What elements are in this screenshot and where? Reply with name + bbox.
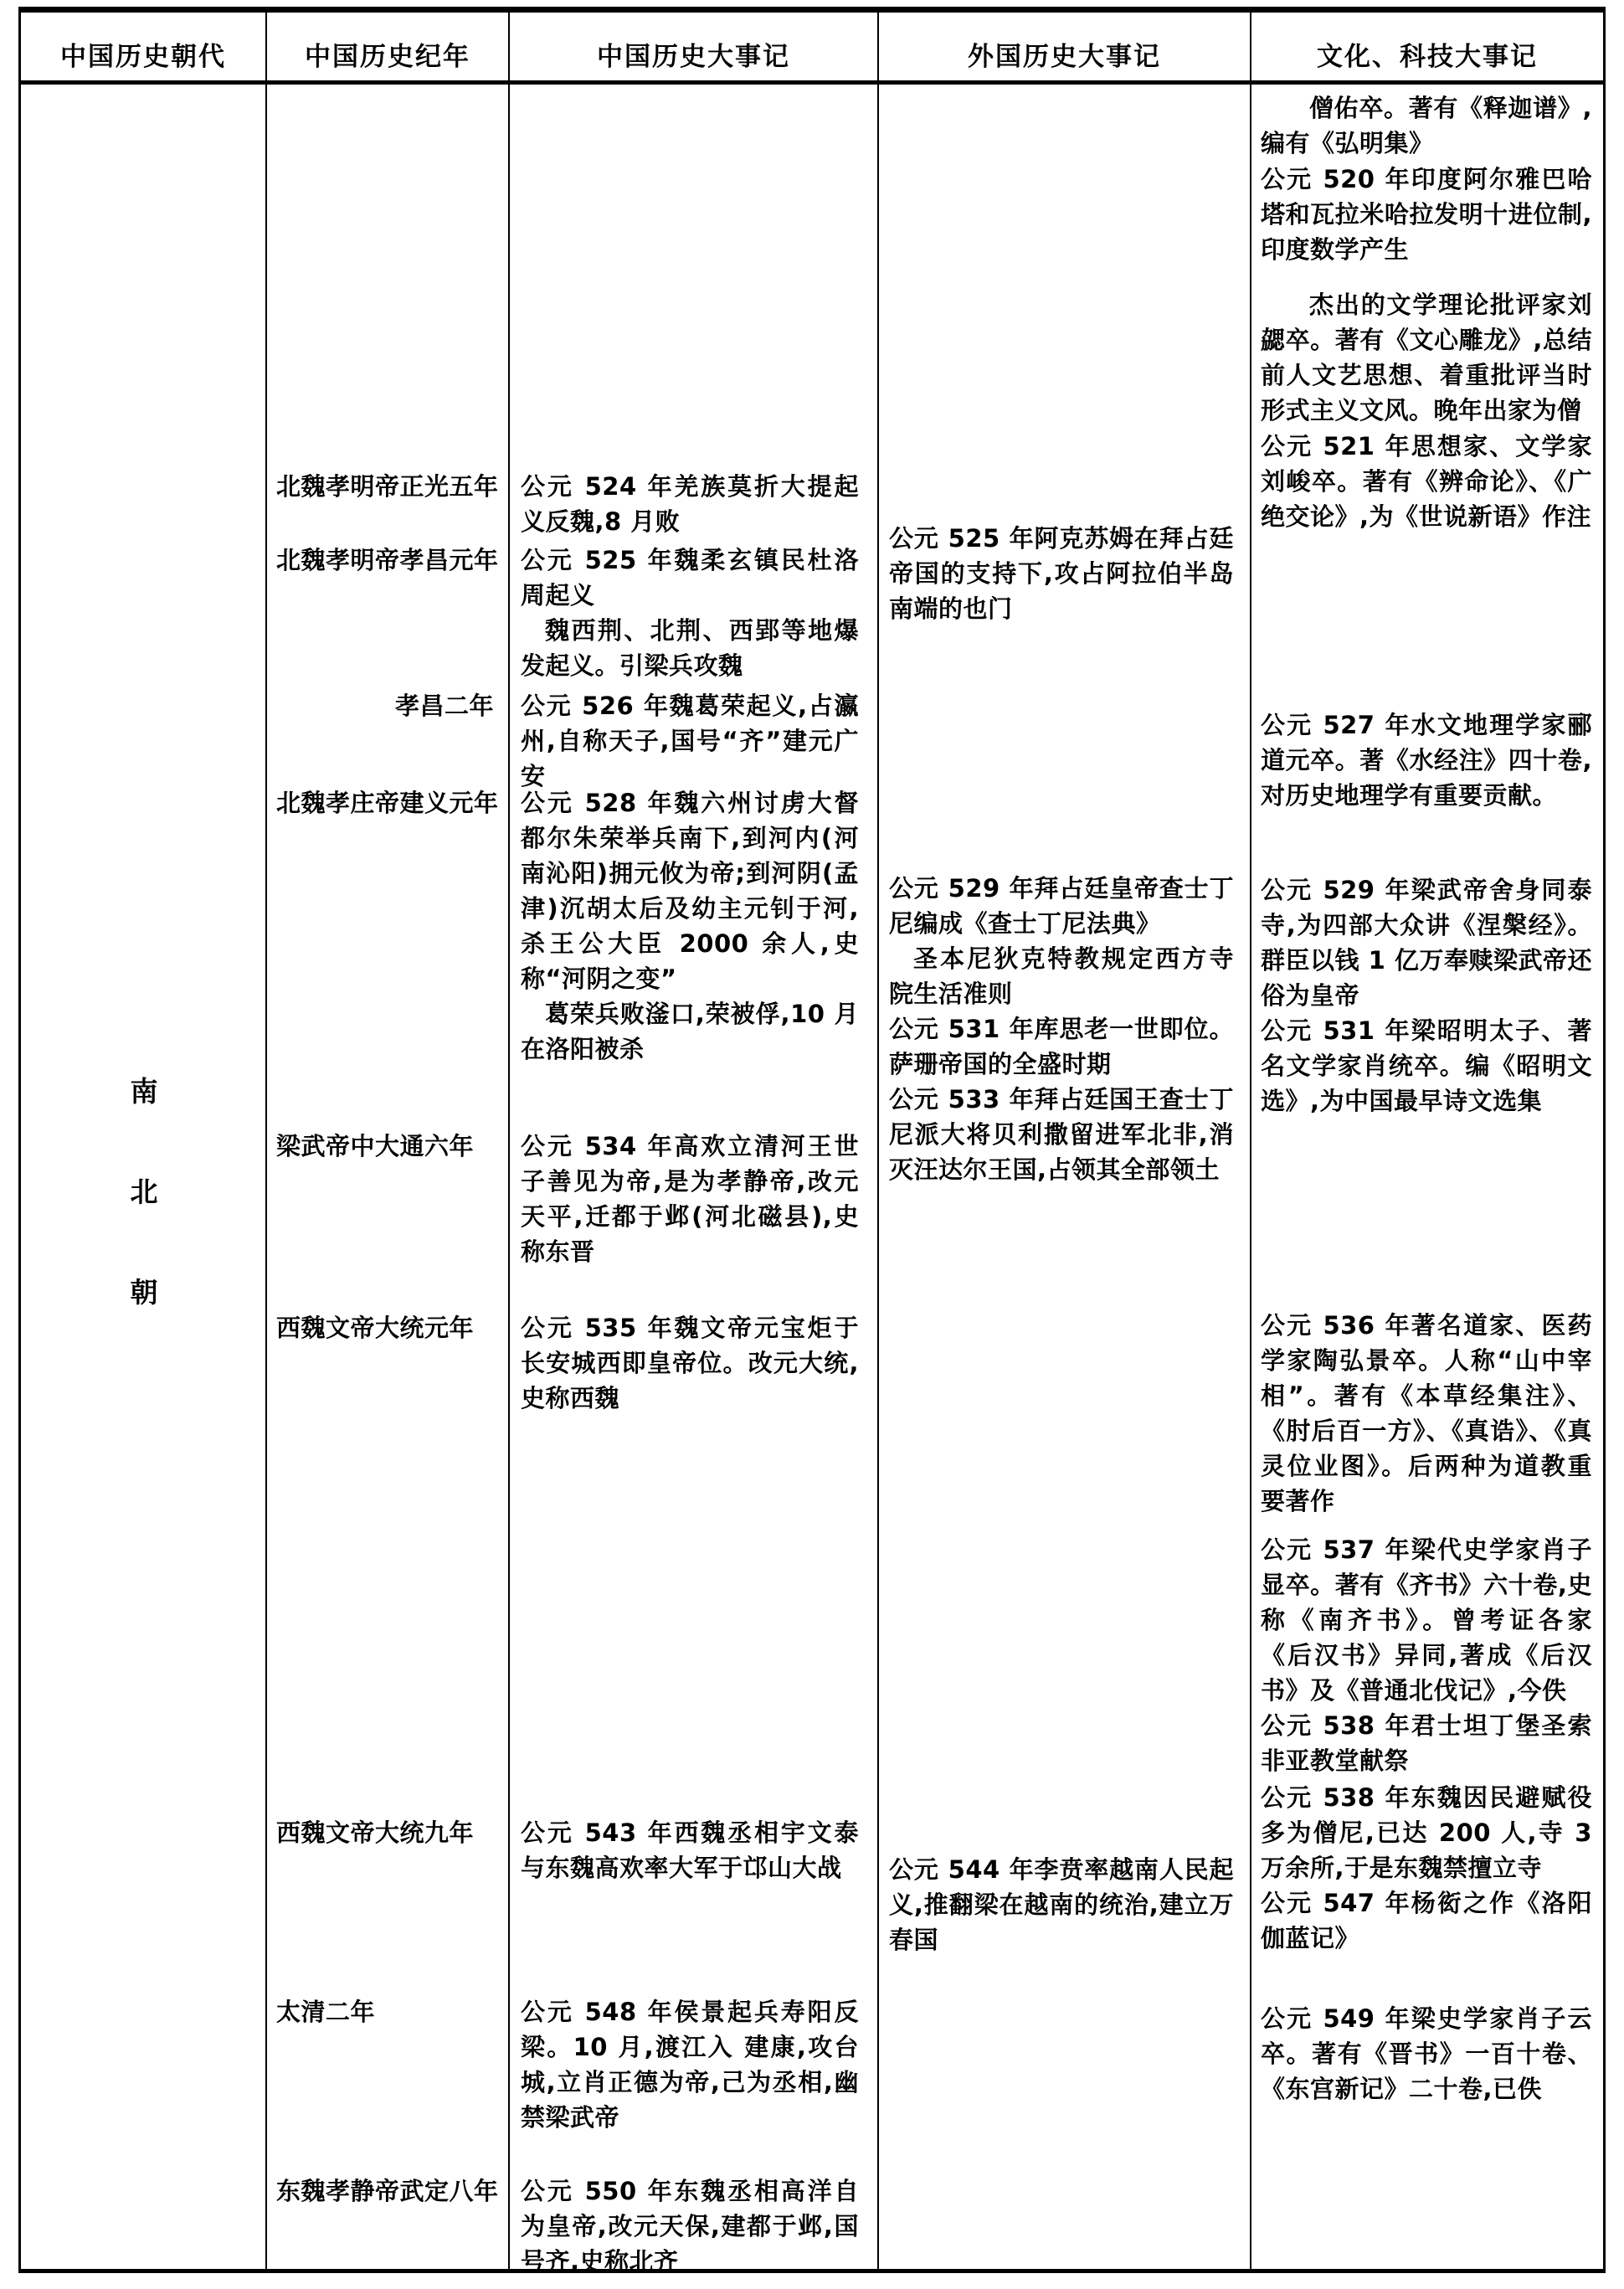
china-event-550 (521, 2173, 859, 2279)
column-divider-4 (1250, 7, 1251, 2273)
event-paragraph: 公元 528 年魏六州讨虏大督都尔朱荣举兵南下,到河内(河南沁阳)拥元攸为帝;到河阴(孟津)沉胡太后及幼主元钊于河,杀王公大臣 2000 余人,史称“河阴之变” (521, 789, 859, 993)
event-paragraph: 公元 533 年拜占廷国王查士丁尼派大将贝利撒留进军北非,消灭汪达尔王国,占领其全部领土 (889, 1085, 1234, 1184)
foreign-event-529-533 (889, 871, 1234, 1187)
era-label: 北魏孝明帝正光五年 (276, 472, 499, 501)
event-paragraph: 公元 536 年著名道家、医药学家陶弘景卒。人称“山中宰相”。著有《本草经集注》、《肘后百一方》、《真诰》、《真灵位业图》。后两种为道教重要著作 (1261, 1311, 1592, 1515)
event-paragraph: 公元 524 年羌族莫折大提起义反魏,8 月败 (521, 472, 859, 536)
culture-event-536 (1261, 1308, 1592, 1519)
header-cell-culture-events: 文化、科技大事记 (1317, 41, 1538, 72)
event-paragraph: 公元 526 年魏葛荣起义,占瀛州,自称天子,国号“齐”建元广安 (521, 692, 859, 790)
culture-event-549 (1261, 2001, 1592, 2106)
culture-event-liuxie (1261, 287, 1592, 428)
event-paragraph: 公元 549 年梁史学家肖子云卒。著有《晋书》一百十卷、《东宫新记》二十卷,已佚 (1261, 2004, 1592, 2103)
header-separator-line (18, 80, 1606, 85)
foreign-event-525 (889, 521, 1234, 626)
event-paragraph: 公元 534 年高欢立清河王世子善见为帝,是为孝静帝,改元天平,迁都于邺(河北磁县),史称东晋 (521, 1132, 859, 1266)
china-event-534 (521, 1129, 859, 1269)
table-top-border (18, 7, 1606, 13)
era-label: 西魏文帝大统九年 (276, 1818, 475, 1847)
culture-event-529-531 (1261, 872, 1592, 1119)
event-paragraph: 公元 527 年水文地理学家郦道元卒。著《水经注》四十卷,对历史地理学有重要贡献。 (1261, 711, 1592, 810)
event-paragraph: 公元 538 年东魏因民避赋役多为僧尼,已达 200 人,寺 3 万余所,于是东魏禁擅立寺 (1261, 1783, 1592, 1882)
column-divider-1 (265, 7, 267, 2273)
event-paragraph: 公元 521 年思想家、文学家刘峻卒。著有《辨命论》、《广绝交论》,为《世说新语》作注 (1261, 432, 1592, 531)
dynasty-char-nan: 南 (130, 1075, 158, 1108)
dynasty-char-chao: 朝 (130, 1276, 158, 1309)
foreign-event-544 (889, 1852, 1234, 1957)
era-label: 梁武帝中大通六年 (276, 1132, 475, 1160)
event-paragraph: 公元 531 年库思老一世即位。萨珊帝国的全盛时期 (889, 1015, 1234, 1078)
event-paragraph: 圣本尼狄克特教规定西方寺院生活准则 (889, 944, 1234, 1008)
event-paragraph: 公元 529 年拜占廷皇帝查士丁尼编成《查士丁尼法典》 (889, 874, 1234, 938)
era-label: 西魏文帝大统元年 (276, 1314, 475, 1342)
china-event-524 (521, 469, 859, 539)
era-label: 太清二年 (276, 1998, 376, 2026)
event-paragraph: 魏西荆、北荆、西郢等地爆发起义。引梁兵攻魏 (521, 616, 859, 680)
era-entry (276, 1815, 501, 1850)
china-event-535 (521, 1310, 859, 1416)
event-paragraph: 公元 544 年李贲率越南人民起义,推翻梁在越南的统治,建立万春国 (889, 1855, 1234, 1954)
china-event-548 (521, 1994, 859, 2135)
era-label: 北魏孝明帝孝昌元年 (276, 546, 499, 574)
culture-event-537-538 (1261, 1532, 1592, 1778)
era-label: 北魏孝庄帝建义元年 (276, 789, 499, 817)
culture-event-520 (1261, 162, 1592, 267)
china-event-543 (521, 1815, 859, 1885)
table-right-border (1603, 7, 1606, 2273)
era-entry (276, 785, 501, 820)
dynasty-char-bei: 北 (130, 1175, 158, 1208)
event-paragraph: 僧佑卒。著有《释迦谱》,编有《弘明集》 (1261, 94, 1592, 157)
event-paragraph: 公元 543 年西魏丞相宇文泰与东魏高欢率大军于邙山大战 (521, 1818, 859, 1882)
china-event-528 (521, 785, 859, 1067)
era-entry (276, 2173, 501, 2209)
china-event-526 (521, 688, 859, 794)
era-label: 东魏孝静帝武定八年 (276, 2177, 499, 2205)
header-cell-era: 中国历史纪年 (305, 41, 470, 72)
event-paragraph: 公元 550 年东魏丞相高洋自为皇帝,改元天保,建都于邺,国号齐,史称北齐 (521, 2177, 859, 2276)
era-entry (276, 469, 501, 504)
event-paragraph: 公元 529 年梁武帝舍身同泰寺,为四部大众讲《涅槃经》。群臣以钱 1 亿万奉赎梁武帝还俗为皇帝 (1261, 876, 1592, 1010)
event-paragraph: 公元 525 年魏柔玄镇民杜洛周起义 (521, 546, 859, 610)
era-entry (276, 1310, 501, 1345)
era-entry (276, 543, 501, 578)
event-paragraph: 公元 547 年杨衒之作《洛阳伽蓝记》 (1261, 1889, 1592, 1952)
event-paragraph: 公元 520 年印度阿尔雅巴哈塔和瓦拉米哈拉发明十进位制,印度数学产生 (1261, 165, 1592, 264)
culture-event-538-547 (1261, 1780, 1592, 1956)
column-divider-3 (877, 7, 879, 2273)
event-paragraph: 公元 531 年梁昭明太子、著名文学家肖统卒。编《昭明文选》,为中国最早诗文选集 (1261, 1016, 1592, 1115)
era-entry (276, 688, 494, 723)
culture-event-527 (1261, 707, 1592, 813)
culture-event-sengyou (1261, 90, 1592, 161)
event-paragraph: 杰出的文学理论批评家刘勰卒。著有《文心雕龙》,总结前人文艺思想、着重批评当时形式主义文风。晚年出家为僧 (1261, 291, 1592, 424)
china-event-525 (521, 543, 859, 683)
event-paragraph: 葛荣兵败滏口,荣被俘,10 月在洛阳被杀 (521, 1000, 859, 1063)
event-paragraph: 公元 538 年君士坦丁堡圣索非亚教堂献祭 (1261, 1711, 1592, 1775)
header-cell-foreign-events: 外国历史大事记 (968, 41, 1161, 72)
event-paragraph: 公元 525 年阿克苏姆在拜占廷帝国的支持下,攻占阿拉伯半岛南端的也门 (889, 524, 1234, 623)
era-entry (276, 1129, 501, 1164)
event-paragraph: 公元 548 年侯景起兵寿阳反梁。10 月,渡江入 建康,攻台城,立肖正德为帝,己为丞相,幽禁梁武帝 (521, 1998, 859, 2132)
culture-event-521 (1261, 429, 1592, 534)
era-entry (276, 1994, 501, 2029)
table-left-border (18, 7, 21, 2273)
event-paragraph: 公元 535 年魏文帝元宝炬于长安城西即皇帝位。改元大统,史称西魏 (521, 1314, 859, 1412)
header-cell-china-events: 中国历史大事记 (597, 41, 790, 72)
event-paragraph: 公元 537 年梁代史学家肖子显卒。著有《齐书》六十卷,史称《南齐书》。曾考证各家《后汉书》异同,著成《后汉书》及《普通北伐记》,今佚 (1261, 1535, 1592, 1705)
header-cell-dynasty: 中国历史朝代 (60, 41, 226, 72)
column-divider-2 (508, 7, 510, 2273)
era-label: 孝昌二年 (394, 692, 494, 720)
